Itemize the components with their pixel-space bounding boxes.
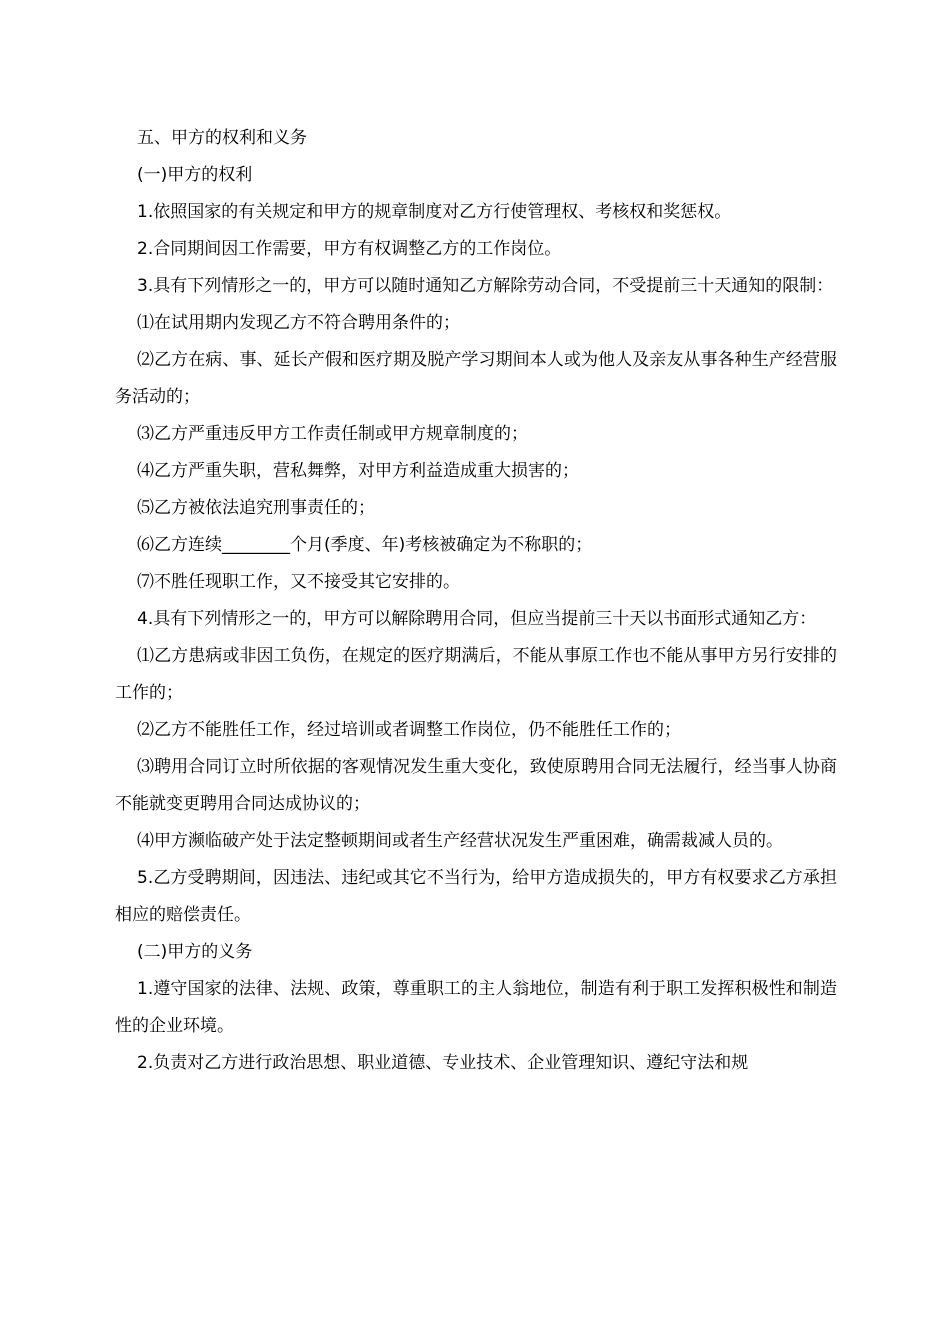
list-item: ⑸乙方被依法追究刑事责任的； [137,498,375,518]
list-item: ⑶乙方严重违反甲方工作责任制或甲方规章制度的； [137,424,528,444]
paragraph: 1.遵守国家的法律、法规、政策，尊重职工的主人翁地位，制造有利于职工发挥积极性和制造性的企业环境。 [115,979,837,1036]
document-body [115,120,837,1082]
paragraph: 4.具有下列情形之一的，甲方可以解除聘用合同，但应当提前三十天以书面形式通知乙方： [137,609,817,629]
subsection-heading-party-a-obligations: (二)甲方的义务 [137,942,253,962]
list-item: ⑷乙方严重失职，营私舞弊，对甲方利益造成重大损害的； [137,461,579,481]
list-item: ⑶聘用合同订立时所依据的客观情况发生重大变化，致使原聘用合同无法履行，经当事人协商不能就变更聘用合同达成协议的； [115,757,837,814]
list-item: ⑴乙方患病或非因工负伤，在规定的医疗期满后，不能从事原工作也不能从事甲方另行安排的工作的； [115,646,837,703]
list-item: ⑹乙方连续________个月(季度、年)考核被确定为不称职的； [137,535,593,555]
paragraph: 2.合同期间因工作需要，甲方有权调整乙方的工作岗位。 [137,239,562,259]
list-item: ⑵乙方在病、事、延长产假和医疗期及脱产学习期间本人或为他人及亲友从事各种生产经营服务活动的； [115,350,837,407]
subsection-heading-party-a-rights: (一)甲方的权利 [137,165,253,185]
paragraph: 3.具有下列情形之一的，甲方可以随时通知乙方解除劳动合同，不受提前三十天通知的限制： [137,276,834,296]
list-item: ⑵乙方不能胜任工作，经过培训或者调整工作岗位，仍不能胜任工作的； [137,720,681,740]
paragraph: 2.负责对乙方进行政治思想、职业道德、专业技术、企业管理知识、遵纪守法和规 [137,1053,749,1073]
list-item: ⑺不胜任现职工作，又不接受其它安排的。 [137,572,460,592]
paragraph: 5.乙方受聘期间，因违法、违纪或其它不当行为，给甲方造成损失的，甲方有权要求乙方承担相应的赔偿责任。 [115,868,837,925]
list-item: ⑴在试用期内发现乙方不符合聘用条件的； [137,313,460,333]
paragraph: 1.依照国家的有关规定和甲方的规章制度对乙方行使管理权、考核权和奖惩权。 [137,202,732,222]
section-heading-rights-obligations: 五、甲方的权利和义务 [137,128,307,148]
list-item: ⑷甲方濒临破产处于法定整顿期间或者生产经营状况发生严重困难，确需裁减人员的。 [137,831,783,851]
